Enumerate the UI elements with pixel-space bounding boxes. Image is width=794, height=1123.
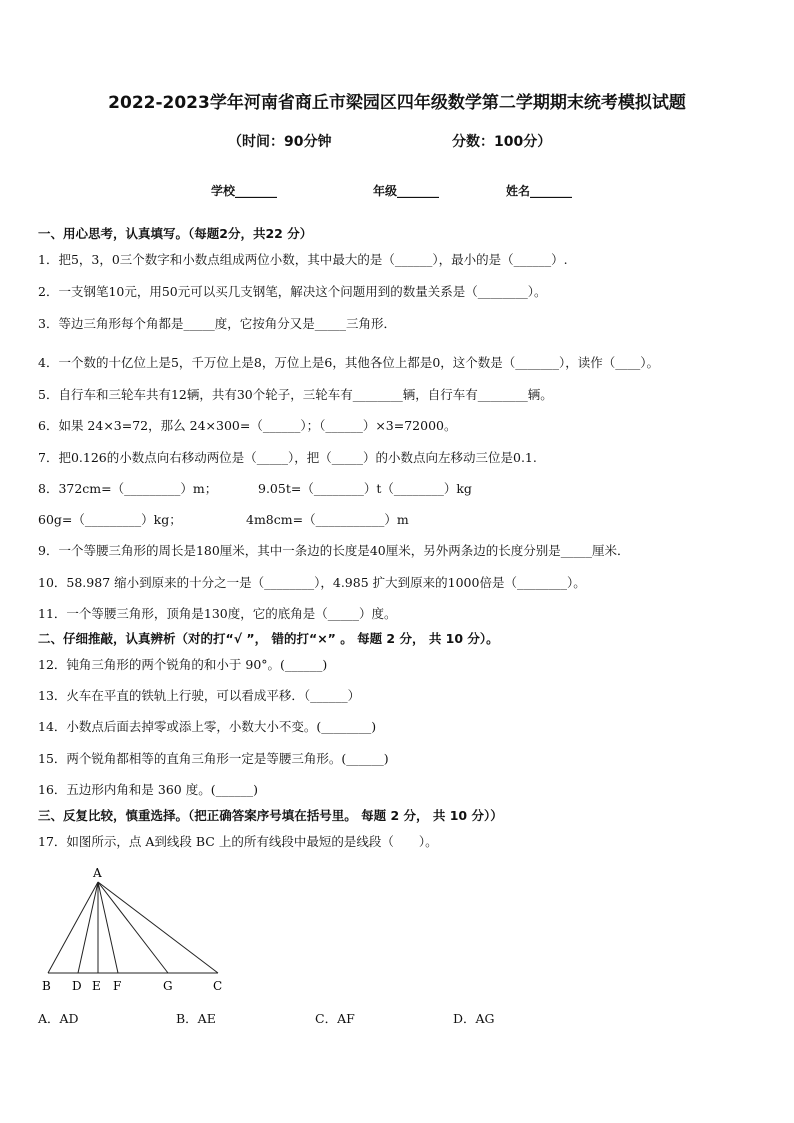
option-b: B．AE <box>176 1011 216 1026</box>
question-1: 1．把5，3，0三个数字和小数点组成两位小数，其中最大的是（______），最小的是（______）. <box>38 252 568 267</box>
option-d: D．AG <box>453 1011 495 1026</box>
question-8-part-3: 60g=（_________）kg； <box>38 512 182 527</box>
exam-time: （时间：90分钟 <box>228 134 332 150</box>
question-7: 7．把0.126的小数点向右移动两位是（_____），把（_____）的小数点向左移动三位是0.1. <box>38 450 537 465</box>
label-a: A <box>93 866 102 880</box>
question-8-part-2: 9.05t=（________）t（________）kg <box>258 481 472 496</box>
question-13: 13．火车在平直的铁轨上行驶，可以看成平移．（______） <box>38 688 361 703</box>
option-a: A．AD <box>38 1011 79 1026</box>
question-6: 6．如果 24×3=72，那么 24×300=（______）；（______）×3=72000。 <box>38 418 457 433</box>
segment-ab <box>48 882 98 973</box>
school-field: 学校_______ <box>211 184 278 198</box>
section-3-heading: 三、反复比较，慎重选择。（把正确答案序号填在括号里。 每题 2 分， 共 10 分）） <box>38 808 503 823</box>
label-e: E <box>92 979 101 992</box>
question-4: 4．一个数的十亿位上是5，千万位上是8，万位上是6，其他各位上都是0，这个数是（_______），读作（____）。 <box>38 355 660 370</box>
label-b: B <box>42 979 51 992</box>
triangle-figure <box>30 862 260 992</box>
question-9: 9．一个等腰三角形的周长是180厘米，其中一条边的长度是40厘米，另外两条边的长度分别是_____厘米． <box>38 543 630 558</box>
label-c: C <box>213 979 223 992</box>
question-17: 17．如图所示，点 A到线段 BC 上的所有线段中最短的是线段（ ）。 <box>38 834 438 849</box>
label-g: G <box>163 979 173 992</box>
question-3: 3．等边三角形每个角都是_____度，它按角分又是_____三角形． <box>38 316 396 331</box>
question-2: 2．一支钢笔10元，用50元可以买几支钢笔，解决这个问题用到的数量关系是（________）。 <box>38 284 547 299</box>
section-1-heading: 一、用心思考，认真填写。（每题2分，共22 分） <box>38 226 313 241</box>
question-12: 12．钝角三角形的两个锐角的和小于 90°。(______) <box>38 657 328 672</box>
question-10: 10．58.987 缩小到原来的十分之一是（________），4.985 扩大到原来的1000倍是（________）。 <box>38 575 586 590</box>
question-11: 11．一个等腰三角形，顶角是130度，它的底角是（_____）度。 <box>38 606 397 621</box>
question-16: 16．五边形内角和是 360 度。(______) <box>38 782 258 797</box>
segment-ad <box>78 882 98 973</box>
question-15: 15．两个锐角都相等的直角三角形一定是等腰三角形。(______) <box>38 751 389 766</box>
label-d: D <box>72 979 82 992</box>
name-field: 姓名_______ <box>506 184 573 198</box>
question-14: 14．小数点后面去掉零或添上零，小数大小不变。(________) <box>38 719 377 734</box>
label-f: F <box>113 979 122 992</box>
section-2-heading: 二、仔细推敲，认真辨析（对的打“√ ”， 错的打“×” 。 每题 2 分， 共 10 分）。 <box>38 631 499 646</box>
page-title: 2022-2023学年河南省商丘市梁园区四年级数学第二学期期末统考模拟试题 <box>108 93 686 113</box>
exam-score: 分数：100分） <box>452 134 552 150</box>
option-c: C．AF <box>315 1011 355 1026</box>
question-8-part-4: 4m8cm=（___________）m <box>246 512 409 527</box>
question-8-part-1: 8．372cm=（_________）m； <box>38 481 218 496</box>
grade-field: 年级_______ <box>373 184 440 198</box>
question-5: 5．自行车和三轮车共有12辆，共有30个轮子，三轮车有________辆，自行车有________辆。 <box>38 387 553 402</box>
